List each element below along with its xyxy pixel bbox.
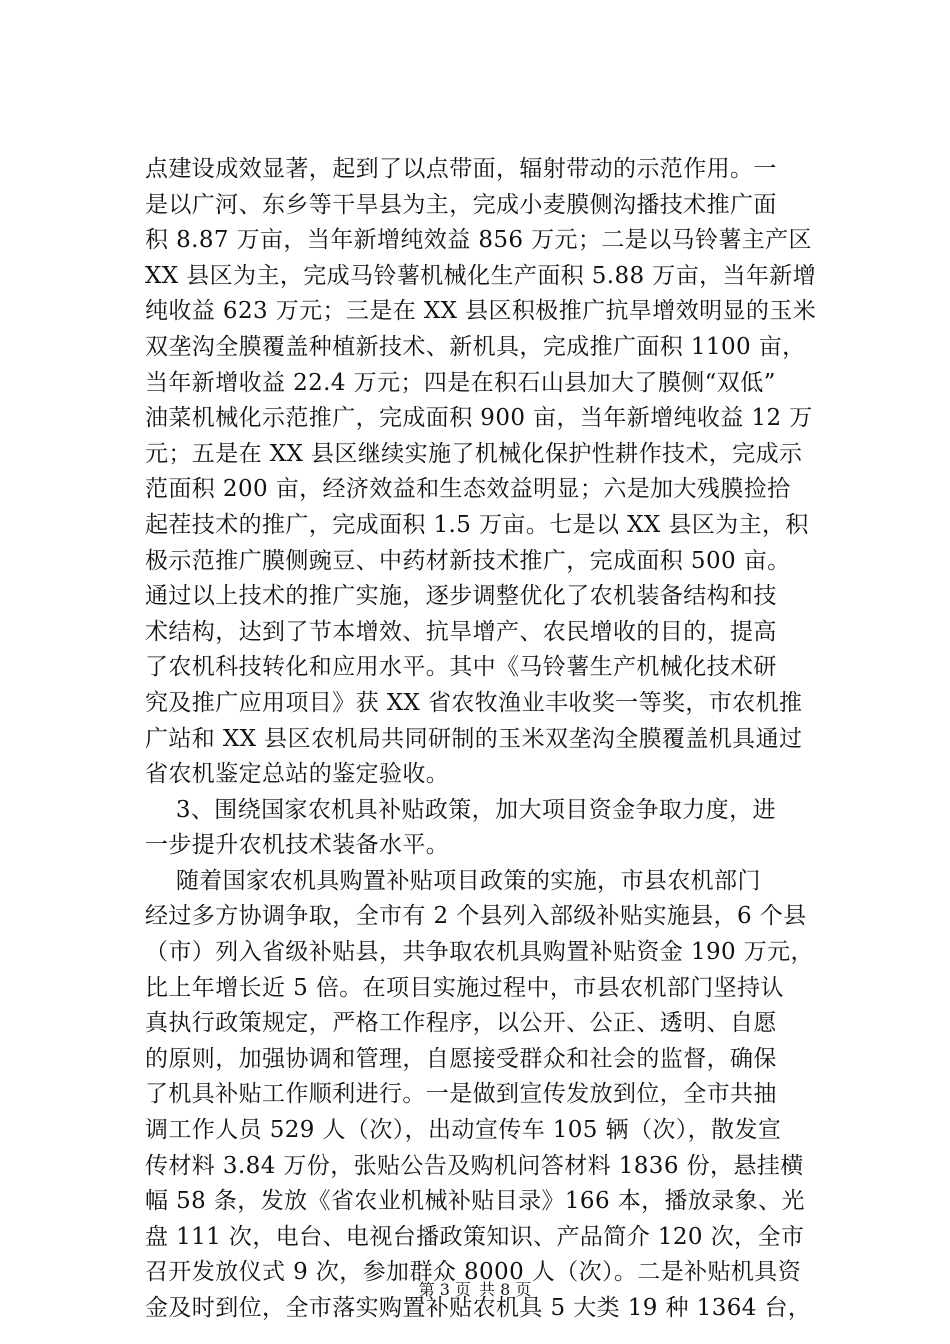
text-line: 当年新增收益 22.4 万元；四是在积石山县加大了膜侧“双低” [145,369,776,396]
text-line: 双垄沟全膜覆盖种植新技术、新机具，完成推广面积 1100 亩， [145,333,806,360]
text-line: 调工作人员 529 人（次），出动宣传车 105 辆（次），散发宣 [145,1117,782,1144]
section-heading-line: 一步提升农机技术装备水平。 [145,832,450,859]
text-line: 起茬技术的推广，完成面积 1.5 万亩。七是以 XX 县区为主，积 [145,511,809,538]
page-number: 第 3 页 [418,1280,471,1299]
text-line: 金及时到位，全市落实购置补贴农机具 5 大类 19 种 1364 台， [145,1295,812,1321]
text-line: 省农机鉴定总站的鉴定验收。 [145,761,450,788]
text-line: 召开发放仪式 9 次，参加群众 8000 人（次）。二是补贴机具资 [145,1259,802,1286]
text-line: 究及推广应用项目》获 XX 省农牧渔业丰收奖一等奖，市农机推 [145,689,803,716]
text-line: 通过以上技术的推广实施，逐步调整优化了农机装备结构和技 [145,583,777,610]
text-line: 术结构，达到了节本增效、抗旱增产、农民增收的目的，提高 [145,618,777,645]
text-line: 积 8.87 万亩，当年新增纯效益 856 万元；二是以马铃薯主产区 [145,227,812,254]
text-line: 极示范推广膜侧豌豆、中药材新技术推广，完成面积 500 亩。 [145,547,791,574]
text-line: （市）列入省级补贴县，共争取农机具购置补贴资金 190 万元， [145,939,814,966]
text-line: 传材料 3.84 万份，张贴公告及购机问答材料 1836 份，悬挂横 [145,1152,804,1179]
text-line: 比上年增长近 5 倍。在项目实施过程中，市县农机部门坚持认 [145,974,784,1001]
text-line: 了机具补贴工作顺利进行。一是做到宣传发放到位，全市共抽 [145,1081,777,1108]
text-line: 经过多方协调争取，全市有 2 个县列入部级补贴实施县，6 个县 [145,903,807,930]
page-total: 共 8 页 [479,1280,532,1299]
text-line: 真执行政策规定，严格工作程序，以公开、公正、透明、自愿 [145,1010,777,1037]
document-body [145,152,817,1327]
text-line: 点建设成效显著，起到了以点带面，辐射带动的示范作用。一 [145,156,777,182]
text-line: 范面积 200 亩，经济效益和生态效益明显；六是加大残膜捡拾 [145,476,791,503]
text-line: 油菜机械化示范推广，完成面积 900 亩，当年新增纯收益 12 万 [145,405,813,432]
text-line: 的原则，加强协调和管理，自愿接受群众和社会的监督，确保 [145,1045,777,1072]
page-footer [0,1280,950,1300]
section-heading-line: 3、围绕国家农机具补贴政策，加大项目资金争取力度，进 [145,796,776,823]
paragraph-start-line: 随着国家农机具购置补贴项目政策的实施，市县农机部门 [145,867,761,894]
text-line: 纯收益 623 万元；三是在 XX 县区积极推广抗旱增效明显的玉米 [145,298,817,325]
text-line: 盘 111 次，电台、电视台播政策知识、产品简介 120 次，全市 [145,1223,805,1250]
text-line: 是以广河、东乡等干旱县为主，完成小麦膜侧沟播技术推广面 [145,191,777,218]
text-line: 幅 58 条，发放《省农业机械补贴目录》166 本，播放录象、光 [145,1188,805,1215]
text-line: 了农机科技转化和应用水平。其中《马铃薯生产机械化技术研 [145,654,777,681]
text-line: 广站和 XX 县区农机局共同研制的玉米双垄沟全膜覆盖机具通过 [145,725,803,752]
text-line: XX 县区为主，完成马铃薯机械化生产面积 5.88 万亩，当年新增 [145,262,817,289]
text-line: 元；五是在 XX 县区继续实施了机械化保护性耕作技术，完成示 [145,440,803,467]
